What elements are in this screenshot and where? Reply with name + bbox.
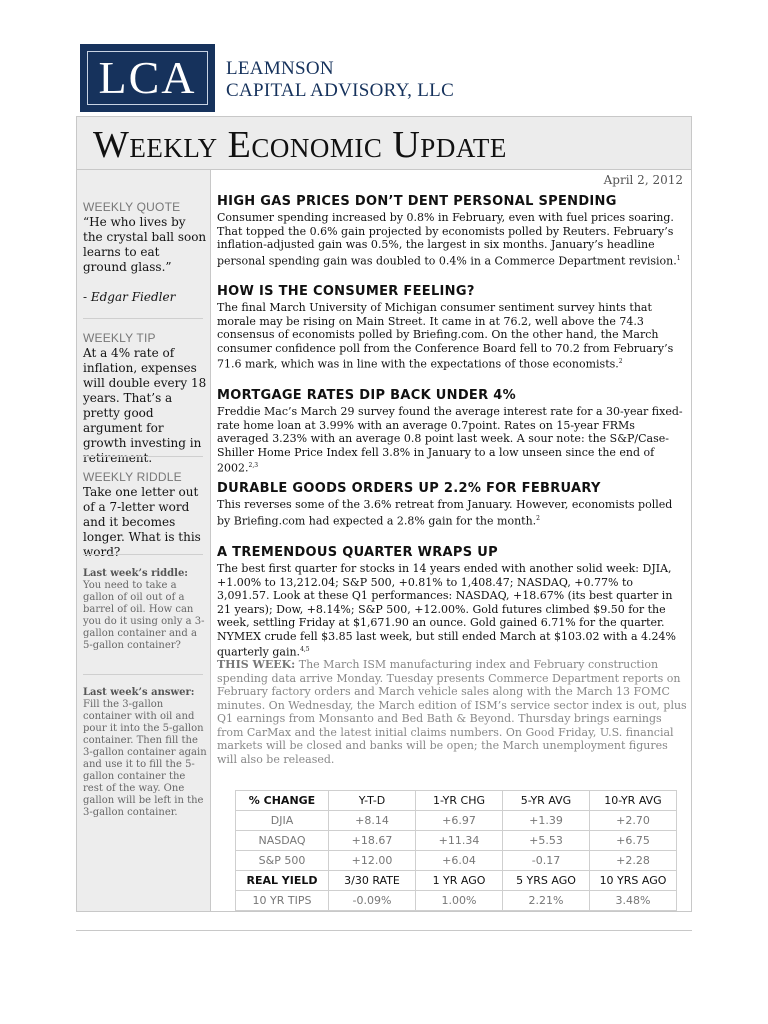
weekly-riddle-text: Take one letter out of a 7-letter word and it becomes longer. What is this word? [83, 485, 201, 559]
this-week-label: THIS WEEK: [217, 658, 296, 671]
table-row [236, 891, 677, 911]
article-body: Consumer spending increased by 0.8% in February, even with fuel prices soaring. That topped the 0.6% gain projected by economists polled by Reuters. February’s inflation-adjusted gain was 0.5%, the largest in six months. January’s headline personal spending gain was doubled to 0.4% in a Commerce Department revision.$^1$ [217, 211, 681, 268]
weekly-riddle-heading: WEEKLY RIDDLE [83, 470, 182, 484]
table-cell: -0.17 [503, 851, 590, 871]
table-cell: +18.67 [329, 831, 416, 851]
sidebar-divider [83, 456, 203, 457]
table-cell: +6.04 [416, 851, 503, 871]
last-riddle [83, 568, 207, 652]
table-cell: 5 YRS AGO [503, 871, 590, 891]
table-cell: 2.21% [503, 891, 590, 911]
article-body: The best first quarter for stocks in 14 years ended with another solid week: DJIA, +1.00% to 13,212.04; S&P 500, +0.81% to 1,408.47; NASDAQ, +0.77% to 3,091.57. Look at these Q1 performances: NASDAQ, +18.67% (its best quarter in 21 years); Dow, +8.14%; S&P 500, +12.00%. Gold futures climbed $9.50 for the week, settling Friday at $1,671.90 an ounce. Gold gained 6.71% for the quarter. NYMEX crude fell $3.85 last week, but still ended March at $103.02 with a 4.24% quarterly gain.$^{4,5}$ [217, 562, 676, 659]
this-week [217, 658, 687, 766]
yield-header-row [236, 871, 677, 891]
table-cell: +6.75 [590, 831, 677, 851]
table-cell: 10 YRS AGO [590, 871, 677, 891]
table-header-row [236, 791, 677, 811]
table-cell: 10 YR TIPS [236, 891, 329, 911]
table-cell: DJIA [236, 811, 329, 831]
table-cell: +12.00 [329, 851, 416, 871]
table-cell: 3/30 RATE [329, 871, 416, 891]
company-logo [80, 44, 215, 112]
weekly-tip-heading: WEEKLY TIP [83, 331, 156, 345]
table-cell: REAL YIELD [236, 871, 329, 891]
sidebar-divider [83, 554, 203, 555]
last-riddle-label: Last week’s riddle: [83, 568, 188, 579]
footer-divider [76, 930, 692, 931]
table-cell: 1 YR AGO [416, 871, 503, 891]
sidebar [77, 170, 211, 911]
sidebar-divider [83, 674, 203, 675]
article-durable-goods [217, 481, 687, 528]
table-header: 10-YR AVG [590, 791, 677, 811]
title-band [77, 117, 691, 170]
article-consumer [217, 284, 687, 371]
article-heading: MORTGAGE RATES DIP BACK UNDER 4% [217, 388, 516, 403]
page-title: Weekly Economic Update [93, 124, 507, 166]
article-heading: A TREMENDOUS QUARTER WRAPS UP [217, 545, 498, 560]
article-quarter [217, 545, 687, 659]
table-cell: +5.53 [503, 831, 590, 851]
last-riddle-text: You need to take a gallon of oil out of a barrel of oil. How can you do it using only a 3-gallon container and a 5-gallon container? [83, 580, 205, 651]
table-header: 1-YR CHG [416, 791, 503, 811]
table-cell: NASDAQ [236, 831, 329, 851]
table-header: % CHANGE [236, 791, 329, 811]
table-cell: +2.28 [590, 851, 677, 871]
last-answer-text: Fill the 3-gallon container with oil and pour it into the 5-gallon container. Then fill the 3-gallon container again and use it to fill the 5-gallon container the rest of the way. One gallon will be left in the 3-gallon container. [83, 699, 207, 818]
last-answer-label: Last week’s answer: [83, 687, 195, 698]
table-cell: +1.39 [503, 811, 590, 831]
table-cell: S&P 500 [236, 851, 329, 871]
article-spending [217, 194, 687, 268]
table-cell: +8.14 [329, 811, 416, 831]
issue-date: April 2, 2012 [603, 173, 683, 187]
article-mortgage [217, 388, 687, 475]
last-answer [83, 687, 207, 819]
article-body: This reverses some of the 3.6% retreat from January. However, economists polled by Briefing.com had expected a 2.8% gain for the month.$^2$ [217, 498, 673, 528]
logo-text: LCA [98, 52, 197, 103]
weekly-tip-text: At a 4% rate of inflation, expenses will double every 18 years. That’s a pretty good argument for growth investing in retirement. [83, 346, 207, 465]
article-body: The final March University of Michigan consumer sentiment survey hints that morale may be rising on Main Street. It came in at 76.2, well above the 74.3 consensus of economists polled by Briefing.com. On the other hand, the March consumer confidence poll from the Conference Board fell to 70.2 from February’s 71.6 mark, which was in line with the expectations of those economists.$^2$ [217, 301, 674, 371]
firm-name-line1: LEAMNSON [226, 58, 334, 79]
table-row [236, 831, 677, 851]
table-cell: 3.48% [590, 891, 677, 911]
article-body: Freddie Mac’s March 29 survey found the average interest rate for a 30-year fixed-rate home loan at 3.99% with an average 0.7point. Rates on 15-year FRMs averaged 3.23% with an average 0.8 point last week. A sour note: the S&P/Case-Shiller Home Price Index fell 3.8% in January to a low unseen since the end of 2002.$^{2,3}$ [217, 405, 683, 475]
table-row [236, 851, 677, 871]
firm-name-line2: CAPITAL ADVISORY, LLC [226, 80, 455, 101]
weekly-quote-text: “He who lives by the crystal ball soon learns to eat ground glass.” [83, 215, 207, 274]
table-header: 5-YR AVG [503, 791, 590, 811]
table-cell: -0.09% [329, 891, 416, 911]
sidebar-divider [83, 318, 203, 319]
market-table [235, 790, 677, 911]
this-week-text: The March ISM manufacturing index and February construction spending data arrive Monday. Tuesday presents Commerce Department reports on February factory orders and March vehicle sales along with the March 13 FOMC minutes. On Wednesday, the March edition of ISM’s service sector index is out, plus Q1 earnings from Monsanto and Bed Bath & Beyond. Thursday brings earnings from CarMax and the latest initial claims numbers. On Good Friday, U.S. financial markets will be closed and banks will be open; the March unemployment figures will also be released. [217, 658, 687, 766]
table-cell: +11.34 [416, 831, 503, 851]
table-cell: +6.97 [416, 811, 503, 831]
table-header: Y-T-D [329, 791, 416, 811]
table-cell: 1.00% [416, 891, 503, 911]
weekly-quote-heading: WEEKLY QUOTE [83, 200, 181, 214]
newsletter-frame [76, 116, 692, 912]
table-cell: +2.70 [590, 811, 677, 831]
weekly-quote-author: - Edgar Fiedler [83, 290, 176, 304]
article-heading: HIGH GAS PRICES DON’T DENT PERSONAL SPENDING [217, 194, 617, 209]
firm-name [226, 58, 454, 102]
table-row [236, 811, 677, 831]
article-heading: HOW IS THE CONSUMER FEELING? [217, 284, 475, 299]
article-heading: DURABLE GOODS ORDERS UP 2.2% FOR FEBRUARY [217, 481, 601, 496]
